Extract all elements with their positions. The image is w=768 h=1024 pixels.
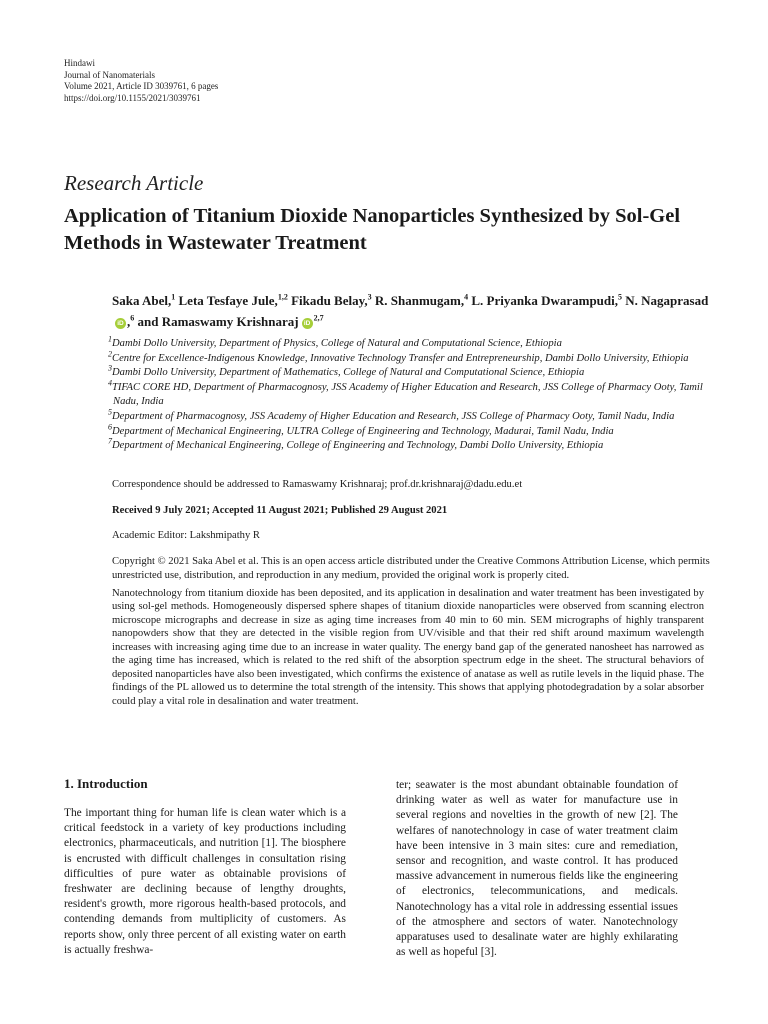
orcid-icon[interactable]: iD <box>115 318 126 329</box>
author-affiliation-marker: 3 <box>367 292 372 302</box>
affiliation-text: Dambi Dollo University, Department of Mathematics, College of Natural and Computational Science, Ethiopia <box>112 367 585 379</box>
publisher-name: Hindawi <box>64 58 95 68</box>
affiliation-marker: 2 <box>108 349 112 359</box>
affiliation-marker: 5 <box>108 407 112 417</box>
affiliation-marker: 1 <box>108 334 112 344</box>
section-heading: 1. Introduction <box>64 776 148 791</box>
author-affiliation-marker: 5 <box>618 292 622 302</box>
journal-header <box>64 58 218 104</box>
affiliation-text: TIFAC CORE HD, Department of Pharmacognosy, JSS Academy of Higher Education and Research, JSS College of Pharmacy Ooty, Tamil Nadu, India <box>112 381 703 408</box>
author-name: Saka Abel, <box>112 293 172 308</box>
author-affiliation-marker: 2,7 <box>313 313 324 323</box>
author-affiliation-marker: 6 <box>130 313 135 323</box>
affiliation-text: Dambi Dollo University, Department of Physics, College of Natural and Computational Science, Ethiopia <box>112 338 562 349</box>
affiliation-marker: 4 <box>108 378 112 388</box>
article-type: Research Article <box>64 171 204 195</box>
affiliation-marker: 7 <box>108 436 112 446</box>
intro-right-column: ter; seawater is the most abundant obtainable foundation of drinking water as well as water for manufacture use in several regions and novelties in the growth of new [2]. The welfares of nanotechnology in case of water treatment claim have been intensive in 3 main sites: cure and remediation, sensor and recognition, and waste control. It has produced massive advancement in numerous fields like the engineering of electronics, telecommunications, and medicals. Nanotechnology has a vital role in addressing essential issues of the atmosphere and sectors of water. Nanotechnology apparatuses used to desalinate water are highly exhilarating as well as hopeful [3]. <box>396 779 678 959</box>
author-name: N. Nagaprasad <box>625 293 709 308</box>
author-name: Leta Tesfaye Jule, <box>178 293 278 308</box>
volume-line: Volume 2021, Article ID 3039761, 6 pages <box>64 81 219 92</box>
affiliation-text: Department of Pharmacognosy, JSS Academy of Higher Education and Research, JSS College of Pharmacy Ooty, Tamil Nadu, India <box>112 410 675 422</box>
author-name: R. Shanmugam, <box>374 293 465 308</box>
copyright-notice: Copyright © 2021 Saka Abel et al. This is an open access article distributed under the Creative Commons Attribution License, which permits unrestricted use, distribution, and reproduction in any medium, provided the original work is properly cited. <box>112 556 710 581</box>
affiliation-item <box>108 378 708 410</box>
affiliation-text: Department of Mechanical Engineering, ULTRA College of Engineering and Technology, Madurai, Tamil Nadu, India <box>112 425 614 437</box>
affiliation-text: Centre for Excellence-Indigenous Knowledge, Innovative Technology Transfer and Entrepreneurship, Dambi Dollo University, Ethiopia <box>112 352 689 364</box>
affiliation-item <box>108 436 708 454</box>
journal-name: Journal of Nanomaterials <box>64 69 155 80</box>
author-affiliation-marker: 1 <box>171 292 176 302</box>
affiliation-item <box>108 422 708 440</box>
academic-editor: Academic Editor: Lakshmipathy R <box>112 530 260 541</box>
affiliation-marker: 6 <box>108 422 112 432</box>
affiliation-item <box>108 334 708 352</box>
intro-left-column: The important thing for human life is clean water which is a critical feedstock in a variety of key productions including electronics, pharmaceuticals, and nutrition [1]. The biosphere is encrusted with difficult challenges in consultation rising difficulties of pure water as obtainable provisions of freshwater are declining because of lengthy droughts, resident's growth, more rigorous health-based protocols, and contending demands from multiplicity of customers. As reports show, only three percent of all existing water on earth is actually freshwa- <box>64 807 346 956</box>
author-name: Fikadu Belay, <box>291 293 368 308</box>
affiliation-text: Department of Mechanical Engineering, College of Engineering and Technology, Dambi Dollo University, Ethiopia <box>112 440 604 452</box>
author-list <box>112 290 712 332</box>
correspondence: Correspondence should be addressed to Ramaswamy Krishnaraj; prof.dr.krishnaraj@dadu.edu.et <box>112 479 523 490</box>
orcid-icon[interactable]: iD <box>302 318 313 329</box>
paper-title: Application of Titanium Dioxide Nanoparticles Synthesized by Sol-Gel Methods in Wastewater Treatment <box>64 205 681 254</box>
affiliation-marker: 3 <box>108 363 112 373</box>
author-affiliation-marker: 4 <box>464 292 469 302</box>
author-name: and Ramaswamy Krishnaraj <box>137 314 299 329</box>
doi-link[interactable]: https://doi.org/10.1155/2021/3039761 <box>64 92 201 103</box>
abstract: Nanotechnology from titanium dioxide has been deposited, and its application in desalination and water treatment has been investigated by using sol-gel methods. Homogeneously dispersed sphere shapes of titanium dioxide nanoparticles were observed from scanning electron microscope micrographs and decrease in size as aging time increases from 40 min to 60 min. SEM micrographs of highly transparent nanopowders show that they are detected in the visible region from UV/visible and that their red shift around maximum wavelength increases with increasing aging time due to an increase in water quality. The energy band gap of the generated nanosheet has narrowed as the aging time has increased, which is related to the red shift of the absorption spectrum edge in the sheet. The structural behaviors of deposited nanoparticles have also been investigated, which confirms the existence of anatase as well as rutile levels in the liquid phase. The findings of the PL allowed us to determine the total strength of the intensity. This shows that applying photodegradation by a solar absorber could play a vital role in desalination and water treatment. <box>112 588 704 707</box>
author-separator: , <box>127 314 131 329</box>
affiliation-list <box>108 334 708 454</box>
author-affiliation-marker: 1,2 <box>277 292 288 302</box>
affiliation-item <box>108 349 708 367</box>
author-name: L. Priyanka Dwarampudi, <box>471 293 618 308</box>
affiliation-item <box>108 363 708 381</box>
affiliation-item <box>108 407 708 425</box>
publication-dates: Received 9 July 2021; Accepted 11 August 2021; Published 29 August 2021 <box>112 505 448 516</box>
